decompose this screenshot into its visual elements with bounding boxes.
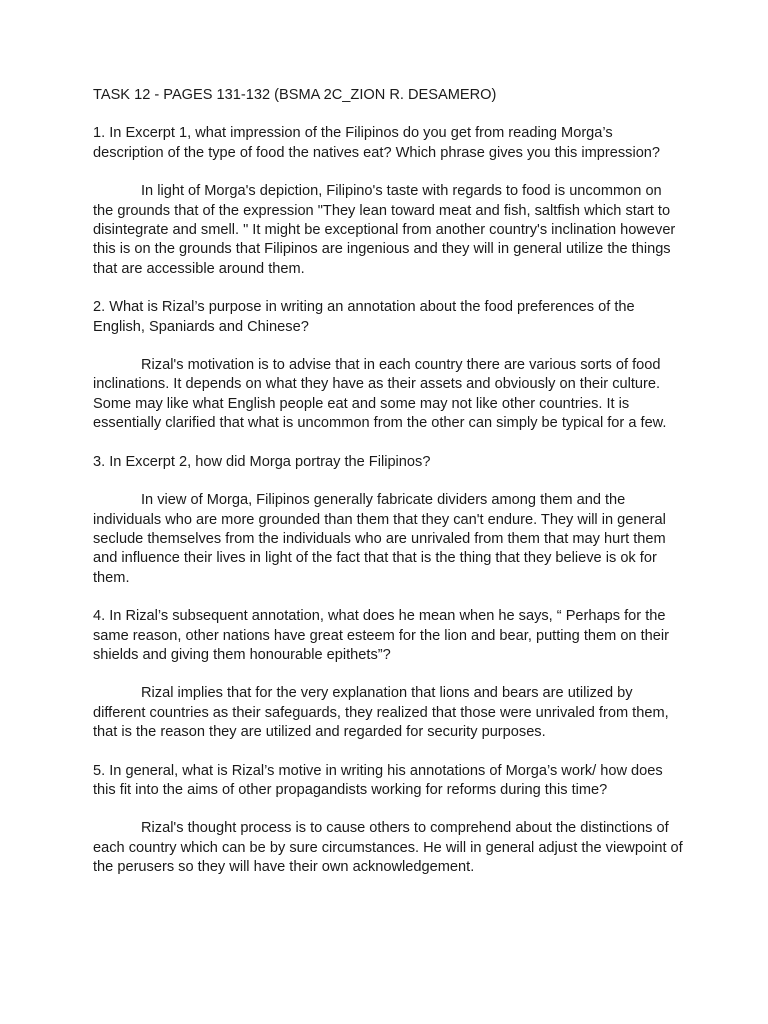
answer-5: Rizal's thought process is to cause others to comprehend about the distinctions of each country which can be by sure circumstances. He will in general adjust the viewpoint of the perusers so they will have their own acknowledgement.	[93, 820, 683, 876]
question-1: 1. In Excerpt 1, what impression of the Filipinos do you get from reading Morga’s description of the type of food the natives eat? Which phrase gives you this impression?	[93, 125, 661, 161]
answer-4: Rizal implies that for the very explanation that lions and bears are utilized by different countries as their safeguards, they realized that those were unrivaled from them, that is the reason they are utilized and regarded for security purposes.	[93, 685, 669, 741]
document-page	[93, 86, 683, 897]
question-4: 4. In Rizal’s subsequent annotation, what does he mean when he says, “ Perhaps for the same reason, other nations have great esteem for the lion and bear, putting them on their shields and giving them honourable epithets”?	[93, 608, 669, 663]
question-2: 2. What is Rizal’s purpose in writing an annotation about the food preferences of the English, Spaniards and Chinese?	[93, 299, 635, 335]
question-5: 5. In general, what is Rizal’s motive in writing his annotations of Morga’s work/ how does this fit into the aims of other propagandists working for reforms during this time?	[93, 762, 663, 798]
answer-1: In light of Morga's depiction, Filipino's taste with regards to food is uncommon on the grounds that of the expression "They lean toward meat and fish, saltfish which start to disintegrate and smell. " It might be exceptional from another country's inclination however this is on the grounds that Filipinos are ingenious and they will in general utilize the things that are accessible around them.	[93, 183, 676, 277]
answer-3: In view of Morga, Filipinos generally fabricate dividers among them and the individuals who are more grounded than them that they can't endure. They will in general seclude themselves from the individuals who are unrivaled from them that may hurt them and influence their lives in light of the fact that that is the thing that they believe is ok for them.	[93, 492, 666, 586]
question-3: 3. In Excerpt 2, how did Morga portray the Filipinos?	[93, 453, 431, 470]
document-title: TASK 12 - PAGES 131-132 (BSMA 2C_ZION R. DESAMERO)	[93, 87, 497, 103]
answer-2: Rizal's motivation is to advise that in each country there are various sorts of food inclinations. It depends on what they have as their assets and obviously on their culture. Some may like what English people eat and some may not like other countries. It is essentially clarified that what is uncommon from the other can simply be typical for a few.	[93, 357, 667, 432]
